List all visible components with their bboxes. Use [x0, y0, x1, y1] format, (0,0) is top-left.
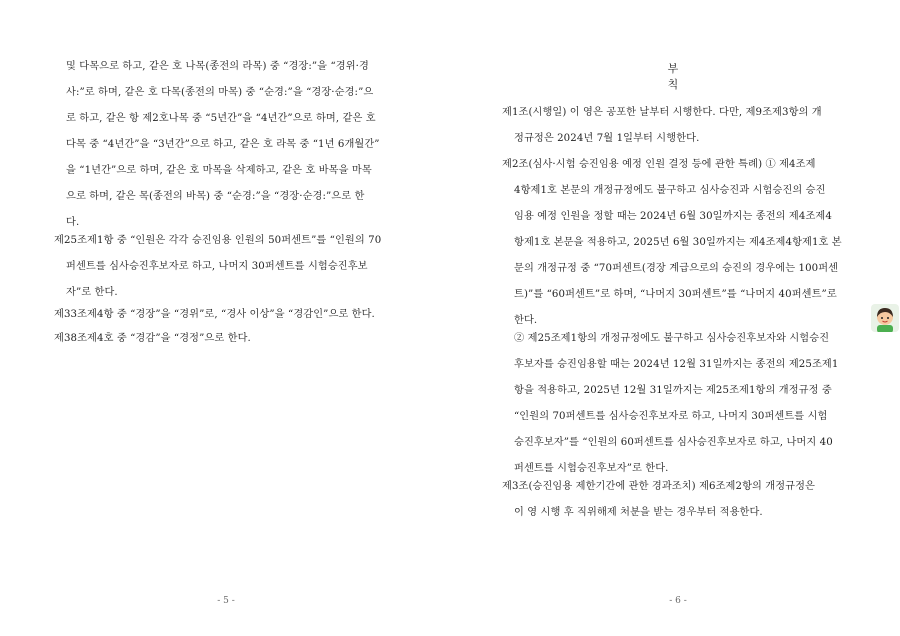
text-line: 한다.	[514, 315, 538, 326]
left-paragraph-1	[66, 54, 380, 236]
article-2-paragraph-1	[502, 152, 842, 334]
article-2-paragraph-2	[514, 326, 838, 482]
text-line: 승진후보자”를 “인원의 60퍼센트를 심사승진후보자로 하고, 나머지 40	[514, 437, 833, 448]
left-paragraph-4	[54, 326, 251, 352]
text-line: 자”로 한다.	[66, 287, 118, 298]
text-line: 제1조(시행일) 이 영은 공포한 날부터 시행한다. 다만, 제9조제3항의 개	[502, 107, 822, 118]
text-line: 사:”로 하며, 같은 호 다목(종전의 마목) 중 “순경:”을 “경장·순경:”으	[66, 87, 374, 98]
right-page	[450, 0, 900, 636]
text-line: 제38조제4호 중 “경감”을 “경정”으로 한다.	[54, 333, 251, 344]
text-line: 트)”를 “60퍼센트”로 하며, “나머지 30퍼센트”를 “나머지 40퍼센트”로	[514, 289, 837, 300]
article-3	[502, 474, 815, 526]
text-line: 다.	[66, 217, 80, 228]
left-paragraph-3	[54, 302, 375, 328]
text-line: 제2조(심사·시험 승진임용 예정 인원 결정 등에 관한 특례) ① 제4조제	[502, 159, 816, 170]
text-line: 4항제1호 본문의 개정규정에도 불구하고 심사승진과 시험승진의 승진	[514, 185, 826, 196]
supplementary-provisions-title: 부 칙	[667, 62, 693, 91]
text-line: 으로 하며, 같은 목(종전의 바목) 중 “순경:”을 “경장·순경:”으로 한	[66, 191, 365, 202]
text-line: 항제1호 본문을 적용하고, 2025년 6월 30일까지는 제4조제4항제1호 본	[514, 237, 842, 248]
text-line: 임용 예정 인원을 정할 때는 2024년 6월 30일까지는 종전의 제4조제4	[514, 211, 832, 222]
child-face-icon[interactable]	[871, 304, 899, 332]
page-number: - 6 -	[669, 596, 687, 606]
text-line: 퍼센트를 시험승진후보자”로 한다.	[514, 463, 669, 474]
left-paragraph-2	[54, 228, 381, 306]
text-line: 이 영 시행 후 직위해제 처분을 받는 경우부터 적용한다.	[514, 507, 763, 518]
text-line: 제3조(승진임용 제한기간에 관한 경과조치) 제6조제2항의 개정규정은	[502, 481, 815, 492]
text-line: 제25조제1항 중 “인원은 각각 승진임용 인원의 50퍼센트”를 “인원의 70	[54, 235, 382, 246]
text-line: 및 다목으로 하고, 같은 호 나목(종전의 라목) 중 “경장:”을 “경위·경	[66, 61, 369, 72]
text-line: 다목 중 “4년간”을 “3년간”으로 하고, 같은 호 라목 중 “1년 6개월간”	[66, 139, 380, 150]
text-line: 정규정은 2024년 7월 1일부터 시행한다.	[514, 133, 700, 144]
article-1	[502, 100, 822, 152]
text-line: 을 “1년간”으로 하며, 같은 호 마목을 삭제하고, 같은 호 바목을 마목	[66, 165, 372, 176]
text-line: 문의 개정규정 중 “70퍼센트(경장 계급으로의 승진의 경우에는 100퍼센	[514, 263, 839, 274]
text-line: 로 하고, 같은 항 제2호나목 중 “5년간”을 “4년간”으로 하며, 같은 호	[66, 113, 376, 124]
text-line: 제33조제4항 중 “경장”을 “경위”로, “경사 이상”을 “경감인”으로 한다.	[54, 309, 375, 320]
text-line: 항을 적용하고, 2025년 12월 31일까지는 제25조제1항의 개정규정 중	[514, 385, 832, 396]
child-face-graphic	[871, 304, 899, 332]
text-line: 후보자를 승진임용할 때는 2024년 12월 31일까지는 종전의 제25조제1	[514, 359, 839, 370]
page-number: - 5 -	[217, 596, 235, 606]
text-line: 퍼센트를 심사승진후보자로 하고, 나머지 30퍼센트를 시험승진후보	[66, 261, 368, 272]
text-line: “인원의 70퍼센트를 심사승진후보자로 하고, 나머지 30퍼센트를 시험	[514, 411, 828, 422]
text-line: ② 제25조제1항의 개정규정에도 불구하고 심사승진후보자와 시험승진	[514, 333, 830, 344]
